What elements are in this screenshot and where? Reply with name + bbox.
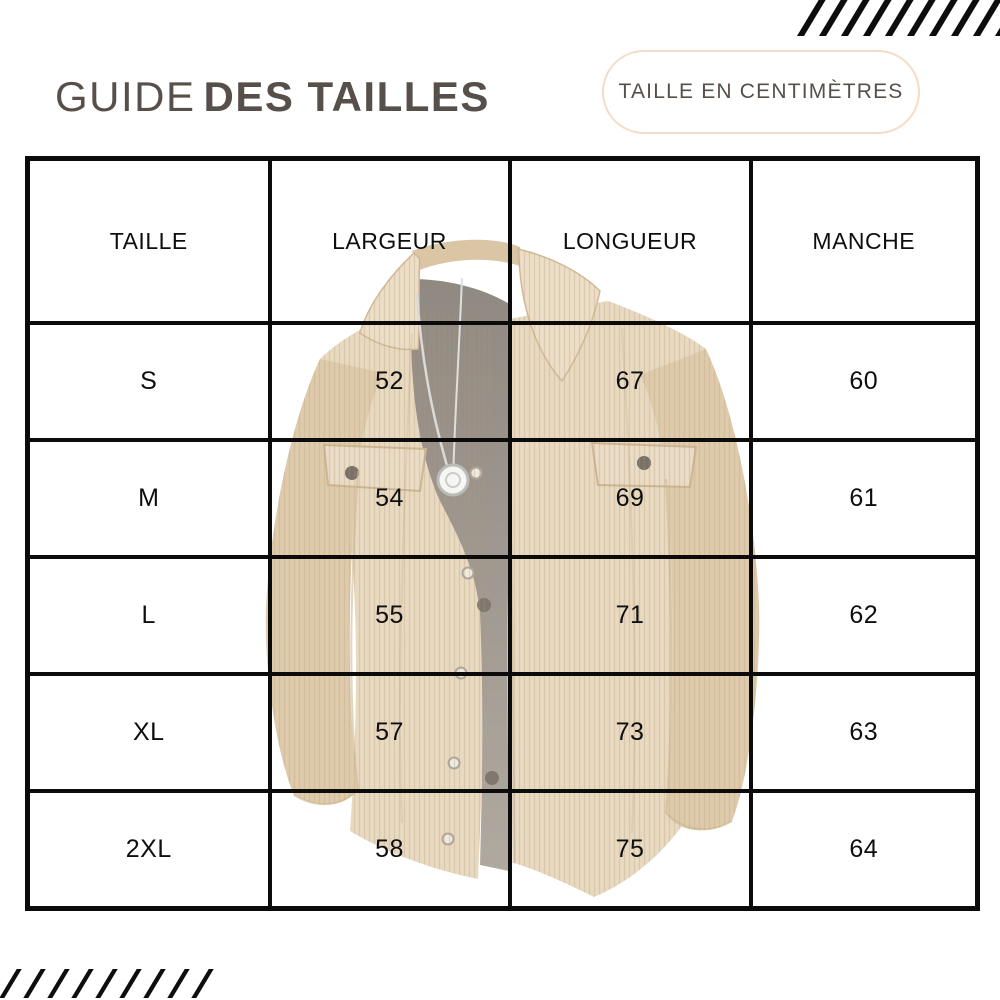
cell-manche: 63: [751, 674, 978, 791]
top-right-slashes: [809, 0, 1000, 36]
slash-mark: [119, 969, 141, 998]
cell-size: L: [28, 557, 270, 674]
cell-largeur: 54: [270, 440, 510, 557]
column-header-manche: MANCHE: [751, 159, 978, 324]
cell-longueur: 71: [510, 557, 751, 674]
slash-mark: [143, 969, 165, 998]
slash-mark: [47, 969, 69, 998]
size-table: [25, 156, 980, 911]
table-row: [28, 440, 978, 557]
column-header-taille: TAILLE: [28, 159, 270, 324]
bottom-left-slashes: [8, 969, 205, 998]
size-table-header-row: [28, 159, 978, 324]
slash-mark: [973, 0, 1000, 36]
cell-size: S: [28, 323, 270, 440]
table-row: [28, 557, 978, 674]
slash-mark: [0, 969, 22, 998]
slash-mark: [23, 969, 45, 998]
cell-largeur: 52: [270, 323, 510, 440]
column-header-longueur: LONGUEUR: [510, 159, 751, 324]
column-header-largeur: LARGEUR: [270, 159, 510, 324]
page-title-regular: GUIDE: [55, 73, 196, 120]
cell-longueur: 75: [510, 791, 751, 909]
page-title-bold: DES TAILLES: [203, 73, 490, 120]
slash-mark: [71, 969, 93, 998]
cell-longueur: 67: [510, 323, 751, 440]
cell-size: XL: [28, 674, 270, 791]
cell-longueur: 69: [510, 440, 751, 557]
cell-size: M: [28, 440, 270, 557]
slash-mark: [167, 969, 189, 998]
cell-size: 2XL: [28, 791, 270, 909]
cell-manche: 64: [751, 791, 978, 909]
unit-badge-label: TAILLE EN CENTIMÈTRES: [618, 80, 904, 103]
unit-badge: [602, 50, 920, 134]
slash-mark: [95, 969, 117, 998]
slash-mark: [191, 969, 213, 998]
page-title: [55, 74, 490, 120]
cell-manche: 61: [751, 440, 978, 557]
table-row: [28, 674, 978, 791]
table-row: [28, 323, 978, 440]
cell-manche: 60: [751, 323, 978, 440]
cell-longueur: 73: [510, 674, 751, 791]
cell-manche: 62: [751, 557, 978, 674]
cell-largeur: 58: [270, 791, 510, 909]
table-row: [28, 791, 978, 909]
cell-largeur: 55: [270, 557, 510, 674]
cell-largeur: 57: [270, 674, 510, 791]
